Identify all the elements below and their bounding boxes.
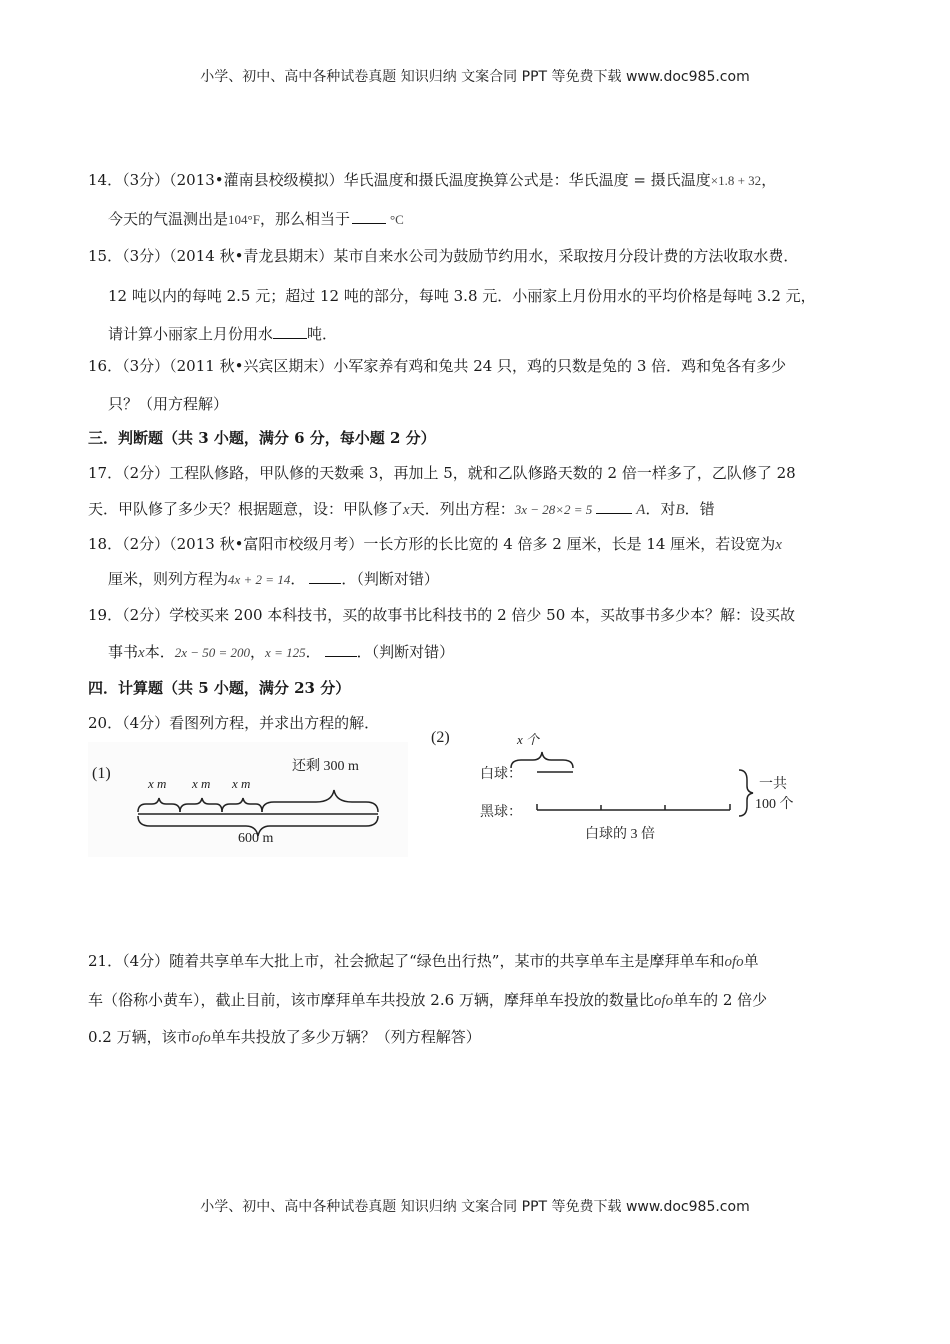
figure-2-diagram [425,718,815,848]
question-19-line-2: 事书x本．2x − 50 = 200，x = 125． ．（判断对错） [108,643,455,661]
question-15-line-3: 请计算小丽家上月份用水 吨． [108,325,338,343]
section-4-title: 四．计算题（共 5 小题，满分 23 分） [88,679,351,697]
total-label: 600 m [238,831,274,846]
question-14-line-2: 今天的气温测出是104°F，那么相当于 °C [108,210,404,228]
page-header: 小学、初中、高中各种试卷真题 知识归纳 文案合同 PPT 等免费下载 www.doc985.com [200,69,750,85]
figure-1-diagram [88,742,408,857]
white-ball-brace [511,752,573,768]
black-ball-label: 黑球： [480,805,522,820]
segment-2-label: x m [192,776,211,791]
question-18-line-2: 厘米，则列方程为4x + 2 = 14． ．（判断对错） [108,570,439,588]
figure-2-label: (2) [431,729,450,746]
answer-blank [352,209,386,224]
white-ball-label: 白球： [480,767,522,782]
question-17-line-1: 17．（2分）工程队修路，甲队修的天数乘 3，再加上 5，就和乙队修路天数的 2 倍一样多了，乙队修了 28 [88,464,796,482]
question-20-text: 20．（4分）看图列方程，并求出方程的解． [88,714,380,732]
figure-1-label: (1) [92,765,111,782]
remain-label: 还剩 300 m [292,759,359,774]
question-21-line-3: 0.2 万辆，该市ofo单车共投放了多少万辆？（列方程解答） [88,1028,481,1046]
question-16-line-1: 16．（3分）（2011 秋•兴宾区期末）小军家养有鸡和兔共 24 只，鸡的只数是兔的 3 倍．鸡和兔各有多少 [88,357,787,375]
answer-blank [309,569,341,584]
answer-blank [273,324,307,339]
segment-1-label: x m [148,776,167,791]
total-label-2: 100 个 [755,797,794,812]
question-21-line-1: 21．（4分）随着共享单车大批上市，社会掀起了“绿色出行热”，某市的共享单车主是摩拜单车和ofo单 [88,952,759,970]
question-17-line-2: 天．甲队修了多少天？根据题意，设：甲队修了x天．列出方程：3x − 28×2 = 5 A．对B．错 [88,500,715,518]
section-3-title: 三．判断题（共 3 小题，满分 6 分，每小题 2 分） [88,429,436,447]
x-label: x 个 [517,732,540,747]
segment-3-label: x m [232,776,251,791]
question-15-line-1: 15．（3分）（2014 秋•青龙县期末）某市自来水公司为鼓励节约用水，采取按月分段计费的方法收取水费． [88,247,799,265]
question-18-line-1: 18．（2分）（2013 秋•富阳市校级月考）一长方形的长比宽的 4 倍多 2 厘米，长是 14 厘米，若设宽为x [88,535,782,553]
question-19-line-1: 19．（2分）学校买来 200 本科技书，买的故事书比科技书的 2 倍少 50 本，买故事书多少本？解：设买故 [88,606,796,624]
times-label: 白球的 3 倍 [585,827,655,842]
question-15-line-2: 12 吨以内的每吨 2.5 元；超过 12 吨的部分，每吨 3.8 元．小丽家上月份用水的平均价格是每吨 3.2 元， [108,287,816,305]
answer-blank [596,499,632,514]
question-14-line-1: 14．（3分）（2013•灌南县校级模拟）华氏温度和摄氏温度换算公式是：华氏温度 = 摄氏温度×1.8 + 32， [88,171,777,189]
question-21-line-2: 车（俗称小黄车），截止目前，该市摩拜单车共投放 2.6 万辆，摩拜单车投放的数量比ofo单车的 2 倍少 [88,991,768,1009]
page-footer: 小学、初中、高中各种试卷真题 知识归纳 文案合同 PPT 等免费下载 www.doc985.com [200,1199,750,1215]
total-right-brace [739,770,753,816]
question-16-line-2: 只？（用方程解） [108,395,229,413]
total-label-1: 一共 [759,777,787,792]
answer-blank [325,642,357,657]
